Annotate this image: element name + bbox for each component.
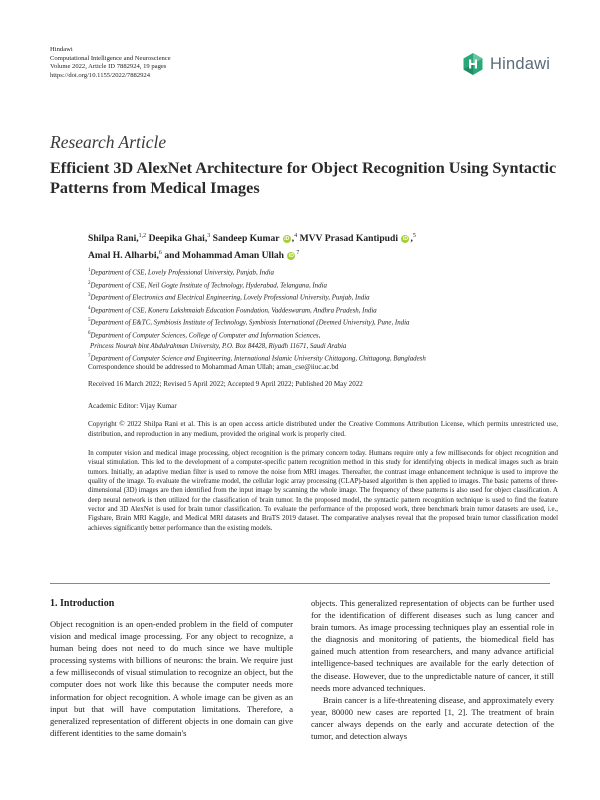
- body-column-right: [311, 597, 554, 742]
- section-heading: 1. Introduction: [50, 598, 115, 609]
- author-4: MVV Prasad Kantipudi iD ,$^5$: [299, 233, 416, 245]
- body-paragraph: Brain cancer is a life-threatening disease, and approximately every year, 80000 new cases are reported [1, 2]. The treatment of brain cancer always depends on the early and accurate detection of the tumor, and detection always: [311, 694, 554, 742]
- author-list: [88, 229, 558, 263]
- correspondence: Correspondence should be addressed to Mohammad Aman Ullah; aman_cse@iiuc.ac.bd: [88, 363, 339, 371]
- orcid-icon[interactable]: iD: [288, 253, 294, 260]
- volume-info: Volume 2022, Article ID 7882924, 19 pages: [50, 63, 167, 71]
- hindawi-logo-icon: [461, 52, 485, 76]
- affiliation-item: $^3$Department of Electronics and Electrical Engineering, Lovely Professional University, Punjab, India: [88, 293, 370, 302]
- orcid-icon[interactable]: iD: [402, 235, 408, 242]
- doi-link[interactable]: https://doi.org/10.1155/2022/7882924: [50, 71, 151, 79]
- publisher-name: Hindawi: [50, 46, 73, 53]
- affiliation-item: $^4$Department of CSE, Koneru Lakshmaiah Education Foundation, Vaddeswaram, Andhra Pradesh, India: [88, 305, 377, 315]
- journal-header: [50, 46, 350, 80]
- brand-logo: [461, 52, 550, 76]
- body-paragraph: Object recognition is an open-ended problem in the field of computer vision and medical image processing. For any object to recognize, a human being does not need to do much since we have multiple processing systems with billions of neurons: the brain. We require just a few milliseconds of visual stimulation to recognize an object, but the computer does not work like this because the computer needs more information for object recognition. A whole image can be given as an input but that will have computation limitations. Therefore, a generalized representation of different objects in one domain can give different identities to the same domain's: [50, 619, 293, 738]
- author-2: Deepika Ghai,$^3$: [148, 233, 211, 245]
- orcid-icon[interactable]: iD: [284, 235, 290, 242]
- body-column-left: [50, 618, 293, 739]
- publication-dates: Received 16 March 2022; Revised 5 April 2022; Accepted 9 April 2022; Published 20 May 2022: [88, 380, 363, 388]
- section-divider: [50, 583, 550, 584]
- body-paragraph: objects. This generalized representation of objects can be further used for the identification of different diseases such as lung cancer and brain tumors. As image processing techniques play an essential role in the diagnosis and monitoring of patients, the biomedical field has gained much attention from researchers, and many advance artificial intelligence-based techniques are available for the early detection of the disease. However, due to the unpredictable nature of cancer, it still needs more advanced techniques.: [311, 598, 554, 693]
- article-type: Research Article: [50, 132, 167, 152]
- academic-editor: Academic Editor: Vijay Kumar: [88, 402, 177, 410]
- brand-name: Hindawi: [490, 54, 551, 73]
- affiliation-item: $^1$Department of CSE, Lovely Professional University, Punjab, India: [88, 268, 274, 277]
- affiliation-item: $^6$Department of Computer Sciences, College of Computer and Information Sciences,: [88, 330, 321, 340]
- affiliation-item: $^5$Department of E&TC, Symbiosis Institute of Technology, Symbiosis International (Deemed University), Pune, India: [88, 318, 410, 327]
- affiliation-item: Princess Nourah bint Abdulrahman University, P.O. Box 84428, Riyadh 11671, Saudi Arabia: [90, 342, 347, 350]
- abstract: In computer vision and medical image processing, object recognition is the primary concern today. Humans require only a few milliseconds for object recognition and visual stimulation. This led to the development of a computer-specific pattern recognition method in this study for identifying objects in medical images such as brain tumors. Initially, an adaptive median filter is used to remove the noise from MRI images. Thereafter, the contrast image enhancement technique is used to improve the quality of the image. To evaluate the wireframe model, the cellular logic array processing (CLAP)-based algorithm is then applied to images. The basic patterns of three-dimensional (3D) images are then identified from the input image by scanning the whole image. The frequency of these patterns is also used for object classification. A deep neural network is then utilized for the classification of brain tumor. In the proposed model, the syntactic pattern recognition technique is used to find the feature vector and 3D AlexNet is used for brain tumor classification. To evaluate the performance of the proposed work, three benchmark brain tumor datasets are used, i.e., Figshare, Brain MRI Kaggle, and Medical MRI datasets and BraTS 2019 dataset. The comparative analyses reveal that the proposed brain tumor classification model achieves significantly better performance than the existing models.: [88, 450, 558, 532]
- affiliation-list: [88, 266, 558, 364]
- journal-name: Computational Intelligence and Neuroscience: [50, 54, 171, 62]
- affiliation-item: $^2$Department of CSE, Neil Gogte Institute of Technology, Hyderabad, Telangana, India: [88, 280, 327, 289]
- author-5: Amal H. Alharbi,$^6$: [88, 250, 162, 262]
- affiliation-item: $^7$Department of Computer Science and Engineering, International Islamic University Chittagong, Chittagong, Bangladesh: [88, 353, 426, 363]
- author-3: Sandeep Kumar iD ,$^4$: [212, 233, 298, 245]
- author-1: Shilpa Rani,$^{1,2}$: [88, 233, 147, 245]
- copyright-notice: Copyright © 2022 Shilpa Rani et al. This is an open access article distributed under the Creative Commons Attribution License, which permits unrestricted use, distribution, and reproduction in any medium, provided the original work is properly cited.: [88, 420, 558, 438]
- author-6: and Mohammad Aman Ullah iD $^7$: [164, 250, 300, 262]
- paper-title: Efficient 3D AlexNet Architecture for Object Recognition Using Syntactic Patterns from Medical Images: [50, 159, 557, 197]
